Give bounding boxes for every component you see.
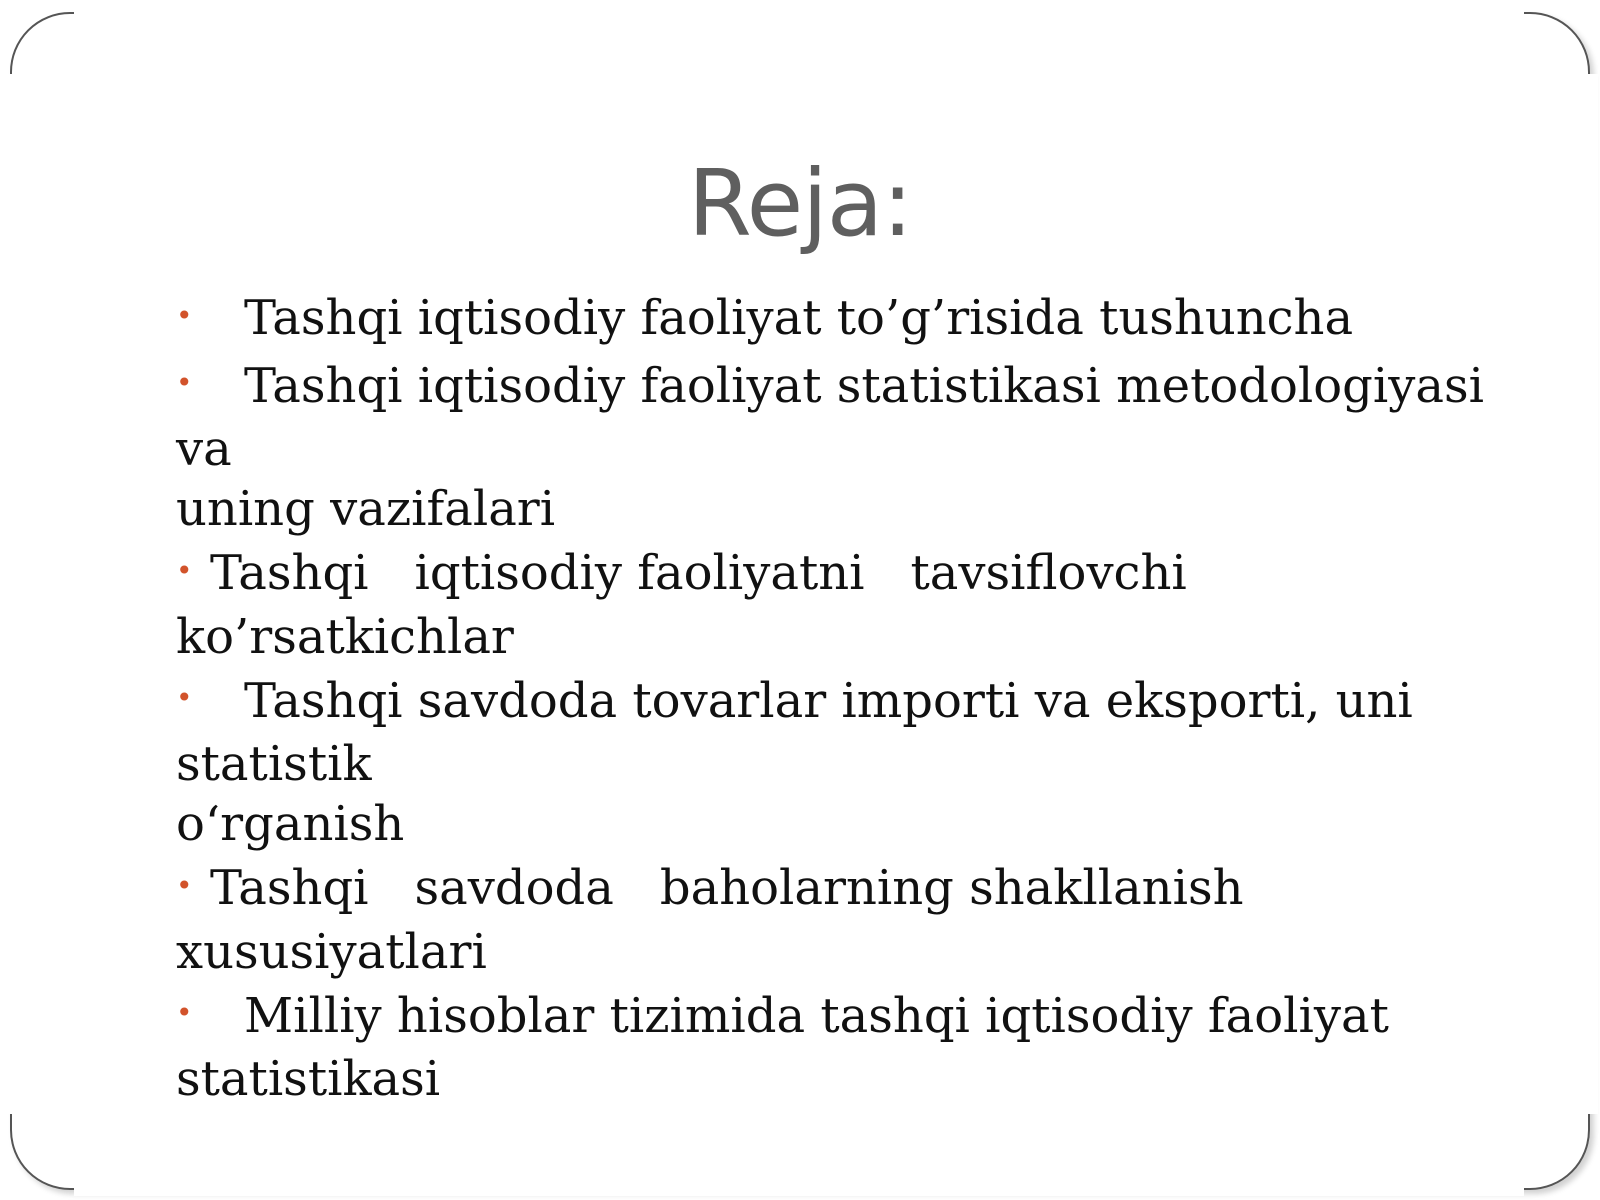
list-item [176,858,1506,982]
bullet-icon: • [176,868,193,902]
list-item-text-continuation: statistikasi [176,1051,441,1107]
list-item-text: Milliy hisoblar tizimida tashqi iqtisodiy faoliyat [244,987,1389,1044]
list-item-text-continuation: o‘rganish [176,796,405,852]
list-item [176,986,1506,1110]
bullet-icon: • [176,681,193,714]
list-item [176,543,1506,667]
list-item-text-continuation: uning vazifalari [176,481,556,537]
list-item-text: baholarning shakllanish [659,860,1244,916]
bullet-icon: • [176,553,193,587]
slide-title: Reja: [687,150,913,257]
frame-mask [74,1184,1524,1196]
bullet-icon: • [176,298,193,332]
list-item-text: iqtisodiy faoliyatni [414,545,865,601]
list-item [176,288,1506,352]
list-item [176,671,1506,855]
list-item [176,356,1506,540]
list-item-text: Tashqi iqtisodiy faoliyat to’g’risida tushuncha [244,290,1354,346]
list-item-text: Tashqi iqtisodiy faoliyat statistikasi metodologiyasi va [176,357,1484,477]
bullet-icon: • [176,996,193,1029]
plan-list [176,288,1506,1113]
list-item-text: Tashqi [210,860,369,916]
bullet-icon: • [176,366,193,399]
list-item-text-continuation: xususiyatlari [176,923,487,980]
frame-mask [74,8,1524,18]
list-item-text: tavsiflovchi [910,545,1187,601]
list-item-text: Tashqi savdoda tovarlar importi va eksporti, uni statistik [176,672,1413,792]
list-item-text: Tashqi [210,545,369,601]
list-item-text: savdoda [414,860,614,916]
list-item-text-continuation: ko’rsatkichlar [176,608,514,665]
